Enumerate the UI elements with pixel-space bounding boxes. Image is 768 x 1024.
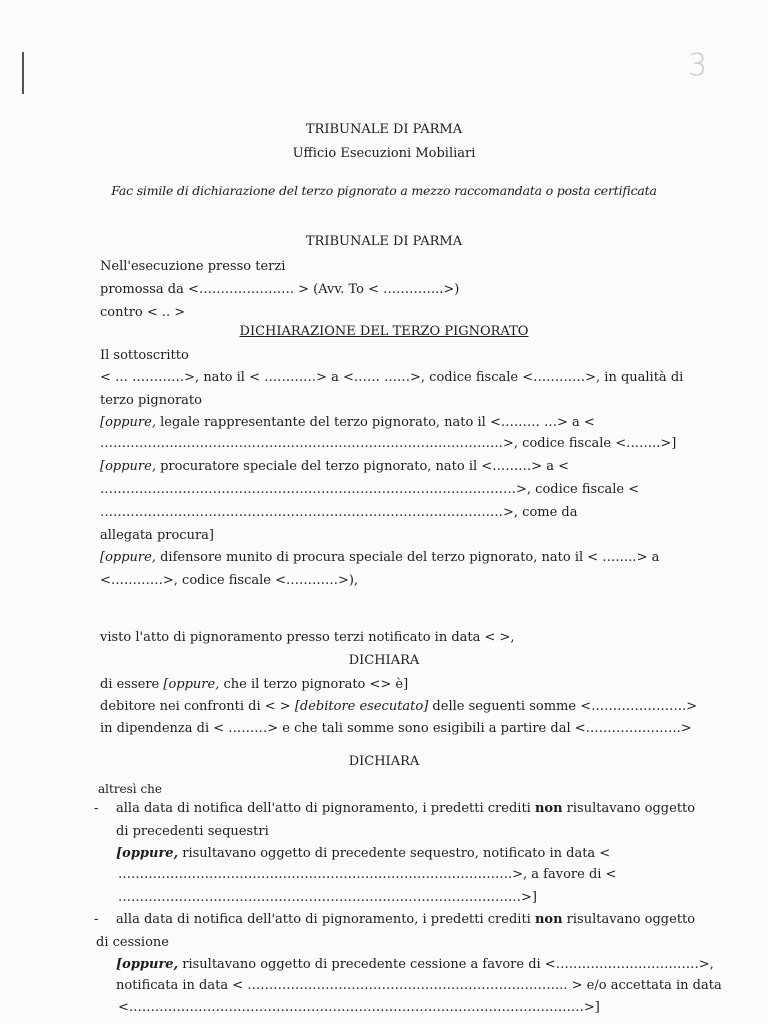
b2-text-3: risultavano oggetto di precedente cessione a favore di <……………………………>, [178,957,714,972]
section-title: DICHIARAZIONE DEL TERZO PIGNORATO [239,324,529,339]
essere-line-2 [100,699,697,715]
b1-text-c: risultavano oggetto [562,801,696,816]
bullet-dash: - [94,801,99,816]
non-emphasis: non [534,912,563,927]
b2-line-1 [116,912,695,928]
b2-line-4: notificata in data < ……………………………………………………………….. > e/o accettata in data [116,978,722,993]
intro-line-3: contro < .. > [100,305,186,320]
b1-line-2: di precedenti sequestri [116,824,269,839]
bullet-dash: - [94,912,99,927]
page-number: 3 [688,48,708,83]
dichiara-heading-2: DICHIARA [348,754,420,769]
essere-2-a: debitore nei confronti di < > [100,699,295,714]
b2-text-a: alla data di notifica dell'atto di pignoramento, i predetti crediti [116,912,535,927]
dichiara-heading-1: DICHIARA [348,653,420,668]
b1-line-3 [116,846,610,862]
decl-line-6 [100,459,569,475]
court-title-2: TRIBUNALE DI PARMA [305,234,463,249]
essere-2-c: delle seguenti somme <………………….> [428,699,698,714]
essere-text-c: che il terzo pignorato <> è] [219,677,409,692]
decl-line-6-text: procuratore speciale del terzo pignorato, nato il <………> a < [155,459,570,474]
oppure-label: [oppure, [100,415,156,430]
b2-line-3 [116,957,714,973]
b1-line-4: ……………………………………………………………………………….>, a favore di < [118,867,617,882]
b2-line-5: <……………………………………………………………………………………………>] [118,1000,600,1015]
oppure-label: [oppure, [116,957,179,972]
document-subtitle: Fac simile di dichiarazione del terzo pignorato a mezzo raccomandata o posta certificata [111,183,657,198]
b1-text-a: alla data di notifica dell'atto di pignoramento, i predetti crediti [116,801,535,816]
decl-line-4 [100,415,595,431]
oppure-label: [oppure, [116,846,179,861]
b1-text-3: risultavano oggetto di precedente sequestro, notificato in data < [178,846,611,861]
altresi-line: altresì che [98,782,163,796]
decl-line-11: <…………>, codice fiscale <…………>), [100,573,359,588]
scan-margin-mark [22,52,24,94]
oppure-label: [oppure, [163,677,220,692]
decl-line-8: …………………………………………………………………………………>, come da [100,505,578,520]
non-emphasis: non [534,801,563,816]
decl-line-4-text: legale rappresentante del terzo pignorato, nato il <……… …> a < [155,415,595,430]
visto-line: visto l'atto di pignoramento presso terzi notificato in data < >, [100,630,515,645]
decl-line-5: …………………………………………………………………………………>, codice fiscale <……..>] [100,436,677,451]
b1-line-1 [116,801,695,817]
essere-text-a: di essere [100,677,164,692]
debitore-esecutato-label: [debitore esecutato] [294,699,429,714]
office-title: Ufficio Esecuzioni Mobiliari [292,146,476,161]
intro-line-1: Nell'esecuzione presso terzi [100,259,286,274]
court-title: TRIBUNALE DI PARMA [305,122,463,137]
decl-line-1: Il sottoscritto [100,348,189,363]
b2-text-c: risultavano oggetto [562,912,696,927]
decl-line-7: ……………………………………………………………………………………>, codice fiscale < [100,482,640,497]
intro-line-2: promossa da <…………………. > (Avv. To < …………..>) [100,282,460,297]
essere-line-3: in dipendenza di < ………> e che tali somme sono esigibili a partire dal <………………….> [100,721,692,736]
decl-line-3: terzo pignorato [100,393,202,408]
decl-line-10-text: difensore munito di procura speciale del terzo pignorato, nato il < ……..> a [155,550,660,565]
oppure-label: [oppure, [100,459,156,474]
decl-line-10 [100,550,659,566]
oppure-label: [oppure, [100,550,156,565]
b1-line-5: …………………………………………………………………………………>] [118,890,537,905]
decl-line-2: < … …………>, nato il < …………> a <…… ……>, codice fiscale <…………>, in qualità di [100,370,684,385]
decl-line-9: allegata procura] [100,528,214,543]
b2-line-2: di cessione [96,935,169,950]
essere-line-1 [100,677,408,693]
